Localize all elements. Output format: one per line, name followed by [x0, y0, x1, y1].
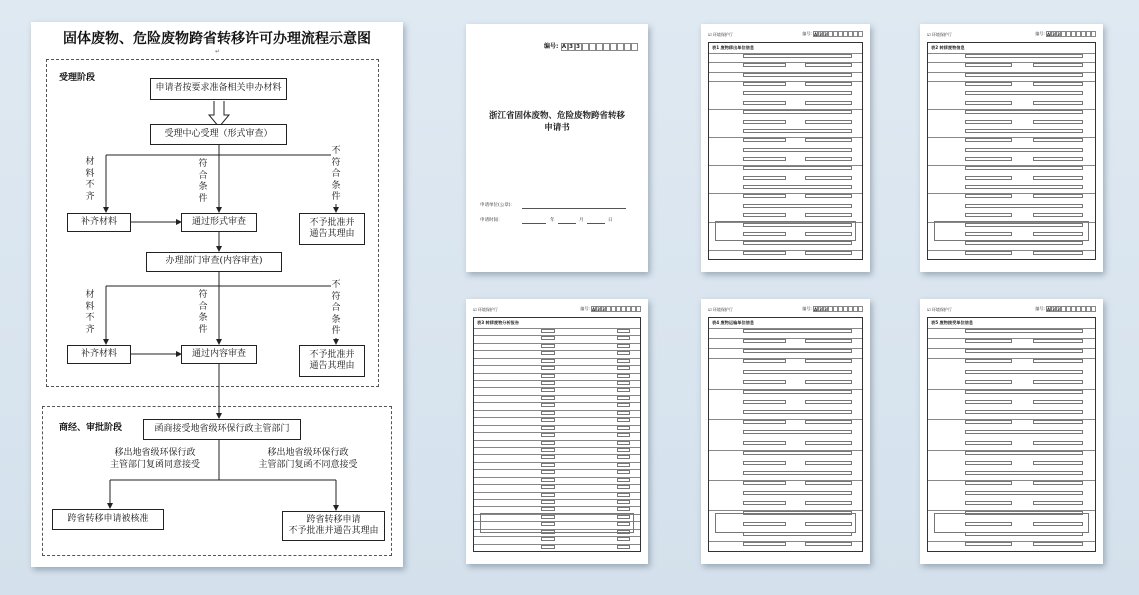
form-table-title: 表2 转移废物信息: [931, 45, 965, 50]
pass-content-review-box: 通过内容审查: [181, 345, 257, 364]
not-meet-conditions-label-1: 不 符 合 条 件: [331, 146, 341, 202]
review-stage-label: 商经、审批阶段: [59, 423, 123, 433]
form-page-5: [920, 299, 1103, 564]
center-acceptance-box: 受理中心受理（形式审查）: [150, 124, 287, 145]
cover-number-field: 编号: A 3 3: [544, 41, 638, 51]
not-meet-conditions-label-2: 不 符 合 条 件: [331, 280, 341, 336]
form-header: ☑ 环境保护厅 编号: A 3 3: [927, 31, 1096, 39]
form-header: ☑ 环境保护厅 编号: A 3 3: [473, 306, 641, 314]
form-table-title: 表1 废物移出单位信息: [712, 45, 755, 50]
form-table: [473, 317, 641, 552]
application-cover-page: 编号: A 3 3 浙江省固体废物、危险废物跨省转移 申请书 申请单位(公章)： 申请时间： 年 月 日: [466, 24, 648, 272]
cover-title: 浙江省固体废物、危险废物跨省转移 申请书: [488, 111, 625, 133]
reject-box-2: 不予批准并 通告其理由: [299, 345, 365, 377]
department-content-review-box: 办理部门审查(内容审查): [146, 252, 282, 272]
form-header: ☑ 环境保护厅 编号: A 3 3: [927, 306, 1096, 314]
form-table-title: 表5 废物接受单位信息: [931, 320, 974, 325]
apply-materials-box: 申请者按要求准备相关申办材料: [150, 78, 287, 100]
form-page-2: [920, 24, 1103, 272]
form-header: ☑ 环境保护厅 编号: A 3 3: [708, 31, 863, 39]
reject-box-1: 不予批准并 通告其理由: [299, 213, 365, 245]
approved-box: 跨省转移申请被核准: [52, 509, 164, 530]
form-header: ☑ 环境保护厅 编号: A 3 3: [708, 306, 863, 314]
meets-conditions-label-1: 符 合 条 件: [198, 159, 208, 204]
form-table: [927, 42, 1096, 260]
form-table-title: 表3 转移废物分析报告: [477, 320, 520, 325]
form-table: [708, 42, 863, 260]
applicant-label: 申请单位(公章)：: [480, 203, 516, 208]
acceptance-stage-label: 受理阶段: [59, 73, 96, 83]
flowchart-page: [31, 22, 403, 567]
application-date-label: 申请时间：: [480, 218, 503, 223]
form-table: [708, 317, 863, 552]
form-page-3: [466, 299, 648, 564]
flowchart-title: 固体废物、危险废物跨省转移许可办理流程示意图: [63, 31, 371, 47]
meets-conditions-label-2: 符 合 条 件: [198, 290, 208, 335]
rejected-box: 跨省转移申请 不予批准并通告其理由: [282, 511, 385, 541]
form-page-1: [701, 24, 870, 272]
incomplete-label-1: 材 料 不 齐: [85, 157, 95, 202]
form-page-4: [701, 299, 870, 564]
agree-reply-label: 移出地省级环保行政 主管部门复函同意接受: [109, 448, 200, 470]
disagree-reply-label: 移出地省级环保行政 主管部门复函不同意接受: [258, 448, 358, 470]
incomplete-label-2: 材 料 不 齐: [85, 290, 95, 335]
supplement-materials-box-1: 补齐材料: [67, 213, 131, 232]
form-table: [927, 317, 1096, 552]
supplement-materials-box-2: 补齐材料: [67, 345, 131, 364]
form-table-title: 表4 废物运输单位信息: [712, 320, 755, 325]
pass-formal-review-box: 通过形式审查: [181, 213, 257, 232]
letter-to-receiving-province-box: 函商接受地省级环保行政主管部门: [143, 419, 301, 440]
return-mark: ↵: [215, 48, 221, 55]
applicant-line: [522, 208, 626, 209]
